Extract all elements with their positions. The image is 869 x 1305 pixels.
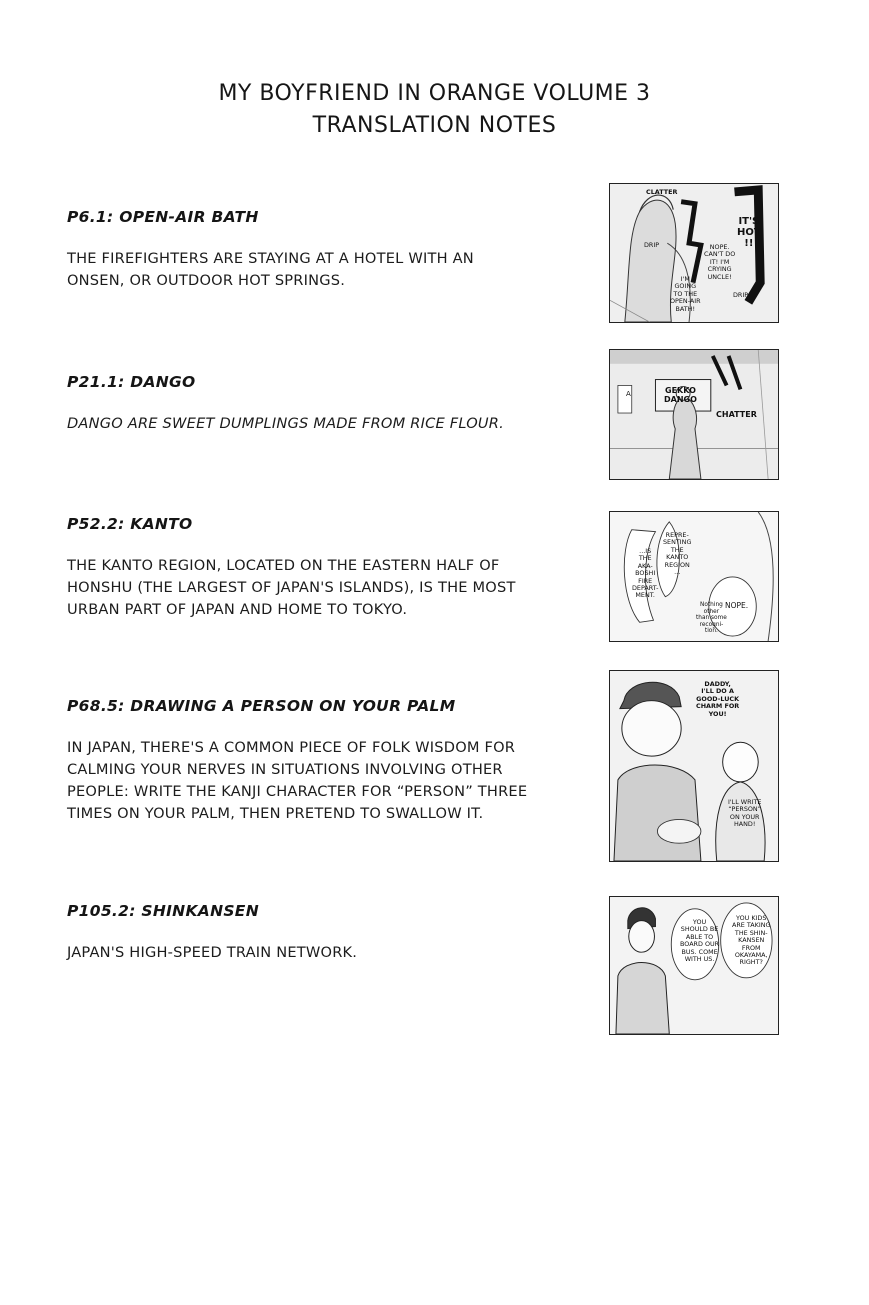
sfx-drip: DRIP <box>644 241 660 249</box>
sfx-drip: DRIP <box>733 291 749 299</box>
sfx-chatter: CHATTER <box>716 410 757 419</box>
sfx-clatter: CLATTER <box>646 188 678 196</box>
manga-panel-shinkansen <box>609 896 779 1035</box>
speech-bubble: ...IS THE AKA- BOSHI FIRE DEPART- MENT. <box>632 547 659 600</box>
speech-bubble: YOU KIDS ARE TAKING THE SHIN- KANSEN FROM OKAYAMA, RIGHT? <box>732 914 771 967</box>
page-title-line-2: TRANSLATION NOTES <box>312 113 557 138</box>
manga-panel-open-air-bath <box>609 183 779 323</box>
note-heading: P105.2: SHINKANSEN <box>67 902 259 920</box>
speech-bubble: IT'S HOT !! <box>737 216 761 249</box>
speech-bubble: I'M GOING TO THE OPEN-AIR BATH! <box>670 275 701 313</box>
note-dango <box>67 373 567 435</box>
note-shinkansen <box>67 902 567 964</box>
speech-bubble: NOPE. CAN'T DO IT! I'M CRYING UNCLE! <box>704 243 736 281</box>
note-heading: P68.5: DRAWING A PERSON ON YOUR PALM <box>67 697 456 715</box>
manga-panel-dango <box>609 349 779 480</box>
speech-bubble: YOU SHOULD BE ABLE TO BOARD OUR BUS. COME WITH US. <box>680 918 720 964</box>
note-kanto <box>67 515 567 621</box>
sign-letter: A <box>626 390 631 398</box>
speech-bubble: I'LL WRITE “PERSON” ON YOUR HAND! <box>728 798 762 829</box>
note-drawing-person-palm <box>67 697 567 825</box>
speech-bubble: DADDY, I'LL DO A GOOD-LUCK CHARM FOR YOU! <box>696 680 740 718</box>
note-open-air-bath <box>67 208 567 292</box>
aside-text: Nothing other than some recogni- tion. <box>696 602 727 635</box>
manga-panel-person-palm <box>609 670 779 862</box>
page-title-line-1: MY BOYFRIEND IN ORANGE VOLUME 3 <box>218 81 651 106</box>
page-title <box>0 78 869 142</box>
note-body: THE FIREFIGHTERS ARE STAYING AT A HOTEL WITH AN ONSEN, OR OUTDOOR HOT SPRINGS. <box>67 250 474 289</box>
manga-panel-kanto <box>609 511 779 642</box>
speech-bubble: REPRE- SENTING THE KANTO REGION ... <box>663 531 692 577</box>
note-heading: P52.2: KANTO <box>67 515 193 533</box>
note-heading: P6.1: OPEN-AIR BATH <box>67 208 259 226</box>
speech-bubble: NOPE. <box>725 601 749 610</box>
note-heading: P21.1: DANGO <box>67 373 196 391</box>
note-body: JAPAN'S HIGH-SPEED TRAIN NETWORK. <box>67 944 358 961</box>
note-body: IN JAPAN, THERE'S A COMMON PIECE OF FOLK WISDOM FOR CALMING YOUR NERVES IN SITUATIONS INVOLVING OTHER PEOPLE: WRITE THE KANJI CHARACTER FOR “PERSON” THREE TIMES ON YOUR PALM, THEN PRETEND TO SWALLOW IT. <box>67 739 528 822</box>
note-body: DANGO ARE SWEET DUMPLINGS MADE FROM RICE FLOUR. <box>67 415 504 432</box>
shop-sign: GEKKO DANGO <box>664 386 697 404</box>
note-body: THE KANTO REGION, LOCATED ON THE EASTERN HALF OF HONSHU (THE LARGEST OF JAPAN'S ISLANDS), IS THE MOST URBAN PART OF JAPAN AND HOME TO TOKYO. <box>67 557 516 618</box>
panel-illustration <box>610 671 778 861</box>
